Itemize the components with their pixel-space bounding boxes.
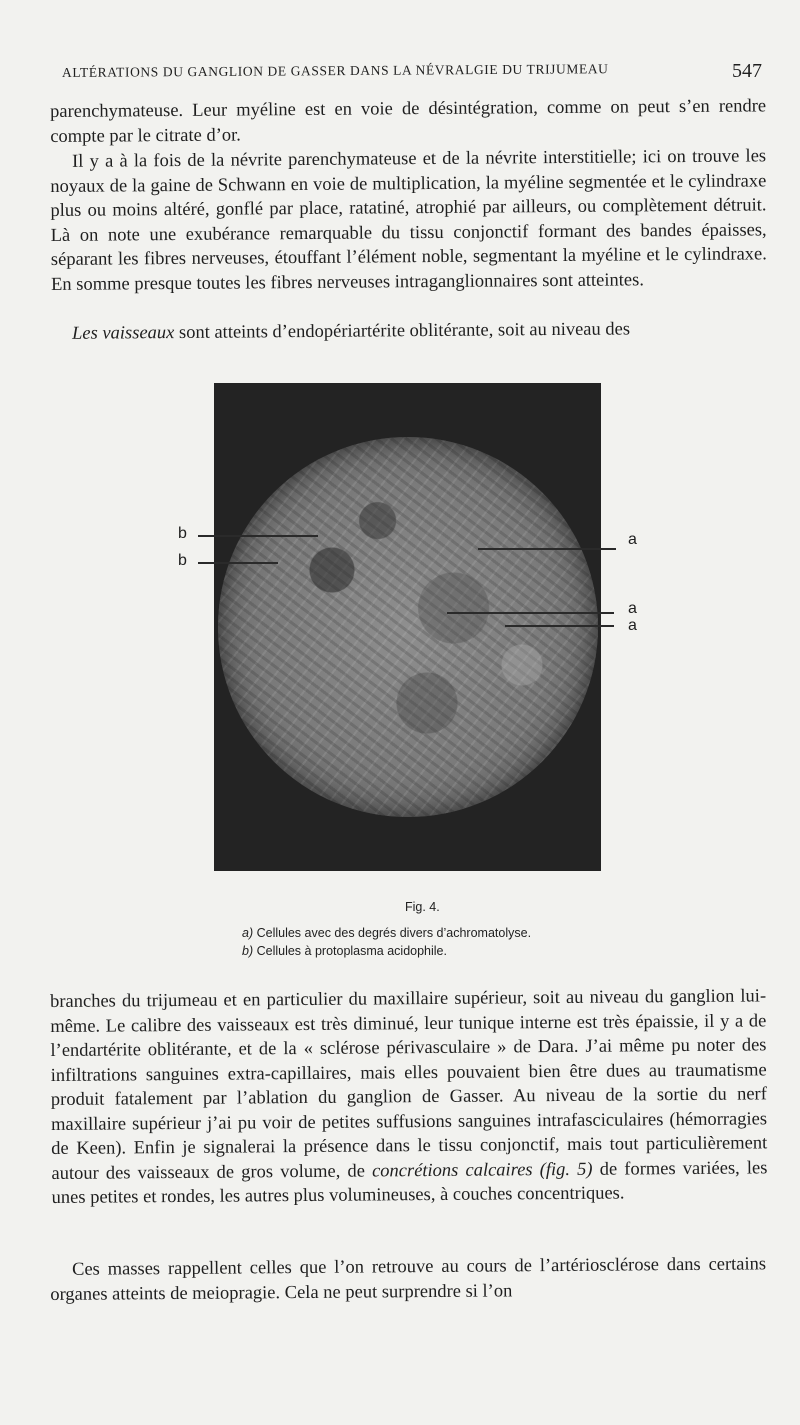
paragraph-2: Il y a à la fois de la névrite parenchymateuse et de la névrite interstitielle; ici on trouve les noyaux de la gaine de Schwann en voie de multiplication, la myéline segmentée et le cylindraxe plus ou moins altéré, gonflé par place, ratatiné, atrophié par ailleurs, ou complètement détruit. Là on note une exubérance remarquable du tissu conjonctif formant des bandes épaisses, séparant les fibres nerveuses, étouffant l’élément noble, segmentant la myéline et le cylindraxe. En somme presque toutes les fibres nerveuses intraganglionnaires sont atteintes. <box>50 146 767 295</box>
leader-line-a-1 <box>478 548 616 550</box>
micrograph-image <box>218 437 598 817</box>
paragraph-4-end: de formes variées, les unes petites et rondes, les autres plus volumineuses, à couches concentriques. <box>51 1157 768 1208</box>
paragraph-1: parenchymateuse. Leur myéline est en voie de désintégration, comme on peut s’en rendre compte par le citrate d’or. <box>50 96 767 147</box>
paragraph-3 <box>50 316 766 346</box>
paragraph-4-start: branches du trijumeau et en particulier du maxillaire supérieur, soit au niveau du ganglion lui-même. Le calibre des vaisseaux est très diminué, leur tunique interne est très épaissie, il y a de l’endartérite oblitérante, et de la « sclérose périvasculaire » de Dara. J’ai même pu noter des infiltrations sanguines extra-capillaires, mais elles pouvaient bien être dues au traumatisme produit fatalement par l’ablation du ganglion de Gasser. Au niveau de la sortie du nerf maxillaire supérieur j’ai pu voir de petites suffusions sanguines intrafasciculaires (hémorragies de Keen). Enfin je signalerai la présence dans le tissu conjonctif, mais tout particulièrement autour des vaisseaux de gros volume, de <box>50 986 768 1184</box>
concretions-term: concrétions calcaires (fig. 5) <box>371 1159 593 1181</box>
figure-caption-b <box>242 944 447 958</box>
leader-line-a-3 <box>505 625 614 627</box>
figure-label-a-3: a <box>628 617 637 634</box>
running-title: ALTÉRATIONS DU GANGLION DE GASSER DANS LA NÉVRALGIE DU TRIJUMEAU <box>61 61 609 80</box>
figure-label-b-2: b <box>178 552 187 569</box>
figure-caption-a <box>242 926 531 940</box>
caption-b-key: b) <box>242 944 254 958</box>
leader-line-b-1 <box>198 535 318 537</box>
figure-label-b-1: b <box>178 525 187 542</box>
caption-a-key: a) <box>242 926 254 940</box>
paragraph-3-text: sont atteints d’endopériartérite oblitérante, soit au niveau des <box>174 319 631 344</box>
running-head <box>62 60 762 83</box>
leader-line-b-2 <box>198 562 278 564</box>
vaisseaux-term: Les vaisseaux <box>72 323 175 344</box>
paragraph-5: Ces masses rappellent celles que l’on retrouve au cours de l’artériosclérose dans certains organes atteints de meiopragie. Cela ne peut surprendre si l’on <box>50 1254 767 1305</box>
figure-caption-title: Fig. 4. <box>405 900 440 914</box>
figure-label-a-2: a <box>628 600 637 617</box>
paragraph-4 <box>50 984 768 1210</box>
figure-label-a-1: a <box>628 531 637 548</box>
caption-a-text: Cellules avec des degrés divers d’achromatolyse. <box>253 926 532 940</box>
caption-b-text: Cellules à protoplasma acidophile. <box>253 944 447 958</box>
page-number: 547 <box>732 60 762 82</box>
leader-line-a-2 <box>447 612 614 614</box>
